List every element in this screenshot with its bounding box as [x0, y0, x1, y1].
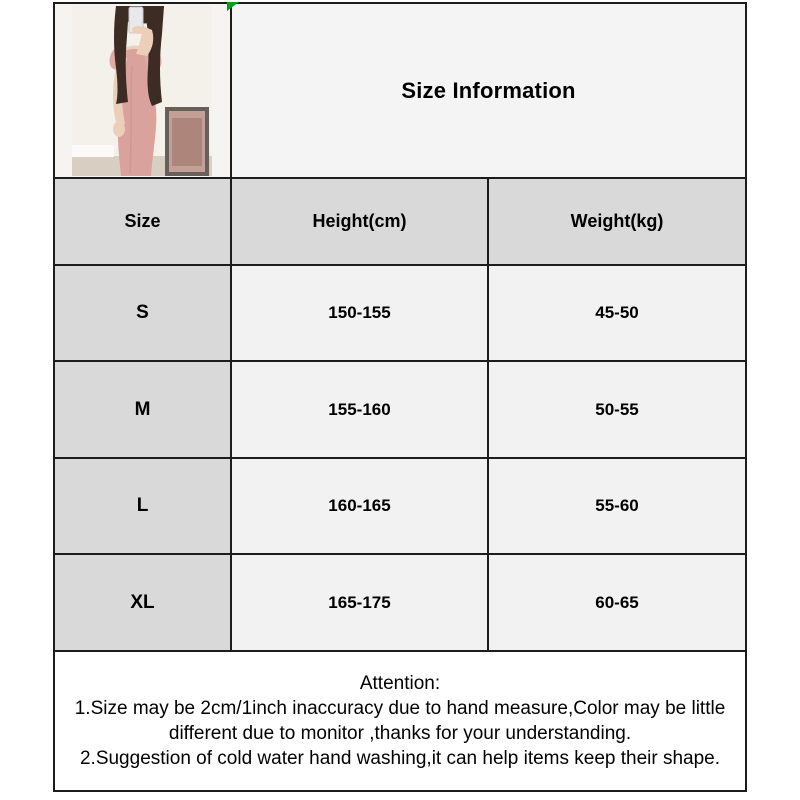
height-value-l: 160-165 [231, 458, 488, 554]
product-photo-illustration [72, 6, 212, 176]
size-label-s: S [54, 265, 231, 361]
table-row-xl [54, 554, 746, 651]
attention-box [54, 651, 746, 791]
weight-value-xl: 60-65 [488, 554, 746, 651]
column-header-size: Size [54, 178, 231, 265]
attention-heading: Attention: [359, 673, 441, 694]
weight-value-l: 55-60 [488, 458, 746, 554]
attention-row [54, 651, 746, 791]
attention-note-1: 1.Size may be 2cm/1inch inaccuracy due to hand measure,Color may be little different due to monitor ,thanks for your understanding. [74, 698, 726, 744]
size-label-xl: XL [54, 554, 231, 651]
table-row-l [54, 458, 746, 554]
column-header-row [54, 178, 746, 265]
height-value-s: 150-155 [231, 265, 488, 361]
title-row [54, 3, 746, 178]
weight-value-m: 50-55 [488, 361, 746, 458]
size-label-m: M [54, 361, 231, 458]
page-title: Size Information [231, 3, 746, 178]
size-information-sheet [53, 2, 747, 792]
table-row-s [54, 265, 746, 361]
product-photo-cell [54, 3, 231, 178]
attention-note-2: 2.Suggestion of cold water hand washing,it can help items keep their shape. [79, 748, 721, 769]
height-value-m: 155-160 [231, 361, 488, 458]
column-header-weight: Weight(kg) [488, 178, 746, 265]
height-value-xl: 165-175 [231, 554, 488, 651]
product-photo [55, 4, 228, 177]
size-label-l: L [54, 458, 231, 554]
weight-value-s: 45-50 [488, 265, 746, 361]
column-header-height: Height(cm) [231, 178, 488, 265]
green-corner-marker-icon [227, 2, 239, 11]
table-row-m [54, 361, 746, 458]
